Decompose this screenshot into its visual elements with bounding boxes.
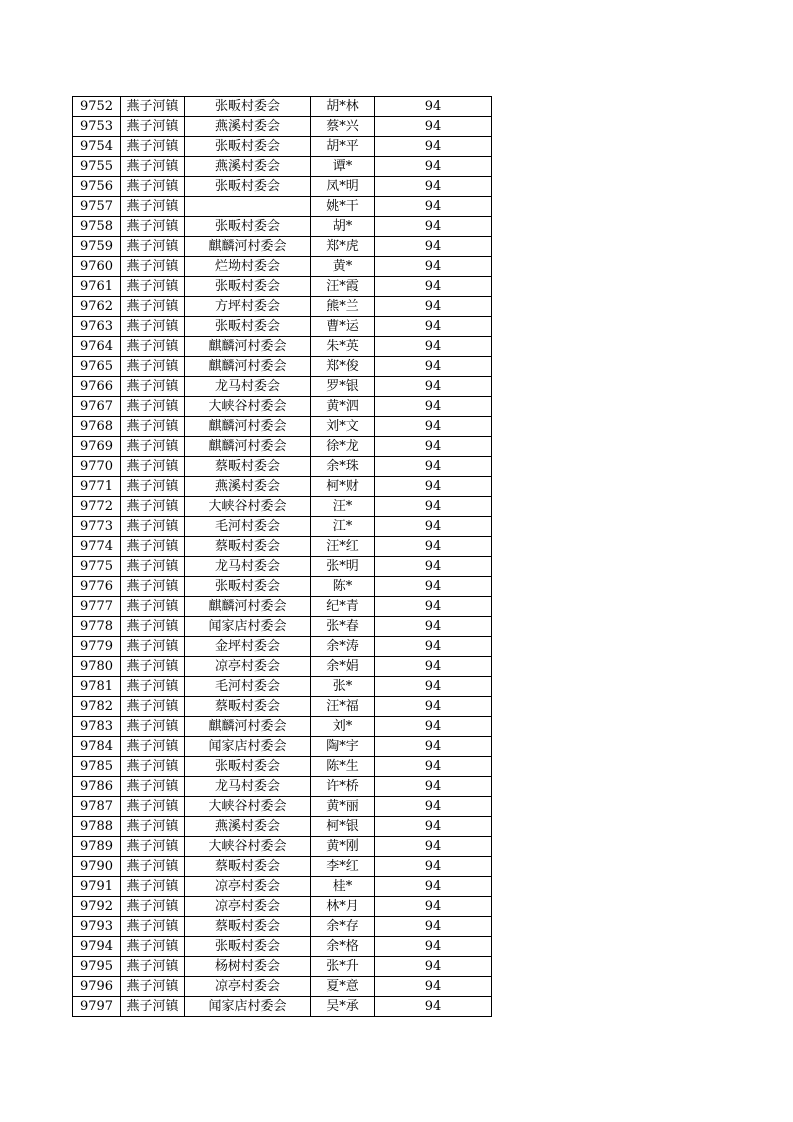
village-cell: 燕溪村委会 [185, 157, 311, 177]
row-number-cell: 9761 [73, 277, 121, 297]
village-cell: 大峡谷村委会 [185, 837, 311, 857]
town-cell: 燕子河镇 [121, 577, 185, 597]
table-row [73, 977, 492, 997]
person-name-cell: 汪* [311, 497, 375, 517]
row-number-cell: 9784 [73, 737, 121, 757]
row-number-cell: 9774 [73, 537, 121, 557]
table-row [73, 417, 492, 437]
village-cell: 凉亭村委会 [185, 877, 311, 897]
person-name-cell: 余*格 [311, 937, 375, 957]
row-number-cell: 9770 [73, 457, 121, 477]
table-row [73, 717, 492, 737]
row-number-cell: 9785 [73, 757, 121, 777]
row-number-cell: 9754 [73, 137, 121, 157]
score-cell: 94 [375, 577, 492, 597]
village-cell: 龙马村委会 [185, 377, 311, 397]
town-cell: 燕子河镇 [121, 737, 185, 757]
score-cell: 94 [375, 917, 492, 937]
village-cell: 蔡畈村委会 [185, 537, 311, 557]
score-cell: 94 [375, 537, 492, 557]
score-cell: 94 [375, 497, 492, 517]
score-cell: 94 [375, 417, 492, 437]
person-name-cell: 罗*银 [311, 377, 375, 397]
score-cell: 94 [375, 617, 492, 637]
table-row [73, 237, 492, 257]
town-cell: 燕子河镇 [121, 877, 185, 897]
table-row [73, 277, 492, 297]
person-name-cell: 郑*虎 [311, 237, 375, 257]
person-name-cell: 柯*银 [311, 817, 375, 837]
row-number-cell: 9791 [73, 877, 121, 897]
person-name-cell: 黄*丽 [311, 797, 375, 817]
score-cell: 94 [375, 297, 492, 317]
row-number-cell: 9786 [73, 777, 121, 797]
score-cell: 94 [375, 517, 492, 537]
village-cell: 烂坳村委会 [185, 257, 311, 277]
town-cell: 燕子河镇 [121, 997, 185, 1017]
score-cell: 94 [375, 397, 492, 417]
village-cell: 燕溪村委会 [185, 117, 311, 137]
town-cell: 燕子河镇 [121, 217, 185, 237]
person-name-cell: 余*娟 [311, 657, 375, 677]
table-row [73, 217, 492, 237]
score-cell: 94 [375, 357, 492, 377]
town-cell: 燕子河镇 [121, 617, 185, 637]
person-name-cell: 陈*生 [311, 757, 375, 777]
table-row [73, 157, 492, 177]
table-row [73, 297, 492, 317]
score-cell: 94 [375, 477, 492, 497]
village-cell: 毛河村委会 [185, 517, 311, 537]
row-number-cell: 9768 [73, 417, 121, 437]
person-name-cell: 张*升 [311, 957, 375, 977]
village-cell: 大峡谷村委会 [185, 397, 311, 417]
town-cell: 燕子河镇 [121, 357, 185, 377]
row-number-cell: 9759 [73, 237, 121, 257]
score-cell: 94 [375, 697, 492, 717]
village-cell: 凉亭村委会 [185, 977, 311, 997]
row-number-cell: 9776 [73, 577, 121, 597]
row-number-cell: 9758 [73, 217, 121, 237]
table-row [73, 317, 492, 337]
table-row [73, 837, 492, 857]
row-number-cell: 9765 [73, 357, 121, 377]
town-cell: 燕子河镇 [121, 777, 185, 797]
town-cell: 燕子河镇 [121, 637, 185, 657]
town-cell: 燕子河镇 [121, 397, 185, 417]
village-cell: 麒麟河村委会 [185, 597, 311, 617]
row-number-cell: 9796 [73, 977, 121, 997]
person-name-cell: 纪*青 [311, 597, 375, 617]
score-cell: 94 [375, 677, 492, 697]
table-row [73, 97, 492, 117]
table-row [73, 357, 492, 377]
village-cell: 龙马村委会 [185, 557, 311, 577]
town-cell: 燕子河镇 [121, 117, 185, 137]
score-cell: 94 [375, 877, 492, 897]
village-cell: 龙马村委会 [185, 777, 311, 797]
table-row [73, 937, 492, 957]
town-cell: 燕子河镇 [121, 917, 185, 937]
town-cell: 燕子河镇 [121, 297, 185, 317]
row-number-cell: 9763 [73, 317, 121, 337]
row-number-cell: 9755 [73, 157, 121, 177]
person-name-cell: 凤*明 [311, 177, 375, 197]
score-cell: 94 [375, 977, 492, 997]
town-cell: 燕子河镇 [121, 677, 185, 697]
person-name-cell: 余*珠 [311, 457, 375, 477]
table-body [73, 97, 492, 1017]
village-cell: 张畈村委会 [185, 937, 311, 957]
village-cell: 张畈村委会 [185, 757, 311, 777]
table-row [73, 737, 492, 757]
town-cell: 燕子河镇 [121, 137, 185, 157]
person-name-cell: 熊*兰 [311, 297, 375, 317]
table-row [73, 257, 492, 277]
person-name-cell: 谭* [311, 157, 375, 177]
score-cell: 94 [375, 117, 492, 137]
village-cell: 张畈村委会 [185, 177, 311, 197]
person-name-cell: 许*桥 [311, 777, 375, 797]
person-name-cell: 柯*财 [311, 477, 375, 497]
village-cell: 张畈村委会 [185, 137, 311, 157]
village-cell: 大峡谷村委会 [185, 797, 311, 817]
table-row [73, 697, 492, 717]
town-cell: 燕子河镇 [121, 957, 185, 977]
row-number-cell: 9783 [73, 717, 121, 737]
data-table [72, 96, 492, 1017]
person-name-cell: 郑*俊 [311, 357, 375, 377]
score-cell: 94 [375, 737, 492, 757]
village-cell [185, 197, 311, 217]
village-cell: 张畈村委会 [185, 217, 311, 237]
table-row [73, 757, 492, 777]
score-cell: 94 [375, 197, 492, 217]
town-cell: 燕子河镇 [121, 277, 185, 297]
table-row [73, 617, 492, 637]
score-cell: 94 [375, 557, 492, 577]
score-cell: 94 [375, 177, 492, 197]
town-cell: 燕子河镇 [121, 477, 185, 497]
table-row [73, 537, 492, 557]
table-row [73, 917, 492, 937]
row-number-cell: 9769 [73, 437, 121, 457]
person-name-cell: 余*存 [311, 917, 375, 937]
village-cell: 凉亭村委会 [185, 897, 311, 917]
village-cell: 麒麟河村委会 [185, 717, 311, 737]
person-name-cell: 胡*林 [311, 97, 375, 117]
town-cell: 燕子河镇 [121, 977, 185, 997]
person-name-cell: 姚*干 [311, 197, 375, 217]
town-cell: 燕子河镇 [121, 317, 185, 337]
person-name-cell: 江* [311, 517, 375, 537]
village-cell: 麒麟河村委会 [185, 437, 311, 457]
village-cell: 麒麟河村委会 [185, 337, 311, 357]
village-cell: 蔡畈村委会 [185, 457, 311, 477]
score-cell: 94 [375, 937, 492, 957]
table-row [73, 597, 492, 617]
village-cell: 闻家店村委会 [185, 737, 311, 757]
town-cell: 燕子河镇 [121, 937, 185, 957]
village-cell: 毛河村委会 [185, 677, 311, 697]
score-cell: 94 [375, 277, 492, 297]
row-number-cell: 9753 [73, 117, 121, 137]
row-number-cell: 9762 [73, 297, 121, 317]
village-cell: 张畈村委会 [185, 277, 311, 297]
table-row [73, 117, 492, 137]
person-name-cell: 蔡*兴 [311, 117, 375, 137]
town-cell: 燕子河镇 [121, 177, 185, 197]
row-number-cell: 9756 [73, 177, 121, 197]
score-cell: 94 [375, 337, 492, 357]
score-cell: 94 [375, 317, 492, 337]
table-row [73, 477, 492, 497]
person-name-cell: 曹*运 [311, 317, 375, 337]
score-cell: 94 [375, 437, 492, 457]
score-cell: 94 [375, 257, 492, 277]
table-row [73, 377, 492, 397]
score-cell: 94 [375, 957, 492, 977]
town-cell: 燕子河镇 [121, 517, 185, 537]
score-cell: 94 [375, 657, 492, 677]
row-number-cell: 9771 [73, 477, 121, 497]
person-name-cell: 吴*承 [311, 997, 375, 1017]
score-cell: 94 [375, 817, 492, 837]
table-row [73, 497, 492, 517]
score-cell: 94 [375, 217, 492, 237]
row-number-cell: 9757 [73, 197, 121, 217]
town-cell: 燕子河镇 [121, 657, 185, 677]
table-row [73, 337, 492, 357]
village-cell: 蔡畈村委会 [185, 857, 311, 877]
table-row [73, 877, 492, 897]
score-cell: 94 [375, 837, 492, 857]
table-row [73, 637, 492, 657]
row-number-cell: 9773 [73, 517, 121, 537]
table-row [73, 557, 492, 577]
village-cell: 闻家店村委会 [185, 617, 311, 637]
score-cell: 94 [375, 597, 492, 617]
score-cell: 94 [375, 237, 492, 257]
table-row [73, 397, 492, 417]
score-cell: 94 [375, 797, 492, 817]
town-cell: 燕子河镇 [121, 337, 185, 357]
town-cell: 燕子河镇 [121, 697, 185, 717]
town-cell: 燕子河镇 [121, 97, 185, 117]
person-name-cell: 刘*文 [311, 417, 375, 437]
row-number-cell: 9766 [73, 377, 121, 397]
town-cell: 燕子河镇 [121, 197, 185, 217]
town-cell: 燕子河镇 [121, 557, 185, 577]
table-row [73, 577, 492, 597]
row-number-cell: 9797 [73, 997, 121, 1017]
table-row [73, 857, 492, 877]
score-cell: 94 [375, 157, 492, 177]
row-number-cell: 9752 [73, 97, 121, 117]
row-number-cell: 9792 [73, 897, 121, 917]
village-cell: 凉亭村委会 [185, 657, 311, 677]
person-name-cell: 胡*平 [311, 137, 375, 157]
row-number-cell: 9794 [73, 937, 121, 957]
row-number-cell: 9788 [73, 817, 121, 837]
town-cell: 燕子河镇 [121, 817, 185, 837]
table-row [73, 137, 492, 157]
person-name-cell: 黄*泗 [311, 397, 375, 417]
table-row [73, 957, 492, 977]
village-cell: 麒麟河村委会 [185, 417, 311, 437]
town-cell: 燕子河镇 [121, 897, 185, 917]
score-cell: 94 [375, 637, 492, 657]
score-cell: 94 [375, 997, 492, 1017]
score-cell: 94 [375, 717, 492, 737]
town-cell: 燕子河镇 [121, 837, 185, 857]
person-name-cell: 汪*福 [311, 697, 375, 717]
score-cell: 94 [375, 777, 492, 797]
person-name-cell: 陈* [311, 577, 375, 597]
row-number-cell: 9772 [73, 497, 121, 517]
score-cell: 94 [375, 377, 492, 397]
town-cell: 燕子河镇 [121, 237, 185, 257]
village-cell: 闻家店村委会 [185, 997, 311, 1017]
town-cell: 燕子河镇 [121, 377, 185, 397]
person-name-cell: 张*明 [311, 557, 375, 577]
score-cell: 94 [375, 137, 492, 157]
town-cell: 燕子河镇 [121, 797, 185, 817]
town-cell: 燕子河镇 [121, 457, 185, 477]
row-number-cell: 9780 [73, 657, 121, 677]
table-row [73, 457, 492, 477]
town-cell: 燕子河镇 [121, 717, 185, 737]
person-name-cell: 黄* [311, 257, 375, 277]
row-number-cell: 9779 [73, 637, 121, 657]
person-name-cell: 胡* [311, 217, 375, 237]
village-cell: 张畈村委会 [185, 97, 311, 117]
table-row [73, 677, 492, 697]
row-number-cell: 9764 [73, 337, 121, 357]
village-cell: 张畈村委会 [185, 577, 311, 597]
town-cell: 燕子河镇 [121, 857, 185, 877]
table-row [73, 797, 492, 817]
row-number-cell: 9767 [73, 397, 121, 417]
town-cell: 燕子河镇 [121, 497, 185, 517]
person-name-cell: 桂* [311, 877, 375, 897]
town-cell: 燕子河镇 [121, 597, 185, 617]
table-row [73, 997, 492, 1017]
person-name-cell: 陶*宇 [311, 737, 375, 757]
row-number-cell: 9795 [73, 957, 121, 977]
person-name-cell: 张* [311, 677, 375, 697]
village-cell: 张畈村委会 [185, 317, 311, 337]
row-number-cell: 9790 [73, 857, 121, 877]
town-cell: 燕子河镇 [121, 157, 185, 177]
town-cell: 燕子河镇 [121, 757, 185, 777]
person-name-cell: 汪*霞 [311, 277, 375, 297]
village-cell: 金坪村委会 [185, 637, 311, 657]
row-number-cell: 9793 [73, 917, 121, 937]
village-cell: 燕溪村委会 [185, 817, 311, 837]
person-name-cell: 林*月 [311, 897, 375, 917]
row-number-cell: 9777 [73, 597, 121, 617]
village-cell: 方坪村委会 [185, 297, 311, 317]
table-row [73, 197, 492, 217]
person-name-cell: 夏*意 [311, 977, 375, 997]
score-cell: 94 [375, 457, 492, 477]
village-cell: 蔡畈村委会 [185, 697, 311, 717]
row-number-cell: 9760 [73, 257, 121, 277]
row-number-cell: 9775 [73, 557, 121, 577]
town-cell: 燕子河镇 [121, 437, 185, 457]
village-cell: 大峡谷村委会 [185, 497, 311, 517]
table-row [73, 657, 492, 677]
table-row [73, 437, 492, 457]
person-name-cell: 徐*龙 [311, 437, 375, 457]
town-cell: 燕子河镇 [121, 537, 185, 557]
score-cell: 94 [375, 897, 492, 917]
person-name-cell: 刘* [311, 717, 375, 737]
table-row [73, 177, 492, 197]
table-row [73, 777, 492, 797]
person-name-cell: 张*春 [311, 617, 375, 637]
person-name-cell: 汪*红 [311, 537, 375, 557]
village-cell: 燕溪村委会 [185, 477, 311, 497]
row-number-cell: 9778 [73, 617, 121, 637]
score-cell: 94 [375, 757, 492, 777]
score-cell: 94 [375, 857, 492, 877]
row-number-cell: 9782 [73, 697, 121, 717]
village-cell: 蔡畈村委会 [185, 917, 311, 937]
row-number-cell: 9789 [73, 837, 121, 857]
table-row [73, 897, 492, 917]
person-name-cell: 余*涛 [311, 637, 375, 657]
person-name-cell: 朱*英 [311, 337, 375, 357]
village-cell: 麒麟河村委会 [185, 237, 311, 257]
row-number-cell: 9787 [73, 797, 121, 817]
score-cell: 94 [375, 97, 492, 117]
row-number-cell: 9781 [73, 677, 121, 697]
village-cell: 麒麟河村委会 [185, 357, 311, 377]
town-cell: 燕子河镇 [121, 257, 185, 277]
table-row [73, 817, 492, 837]
person-name-cell: 黄*刚 [311, 837, 375, 857]
town-cell: 燕子河镇 [121, 417, 185, 437]
village-cell: 杨树村委会 [185, 957, 311, 977]
table-row [73, 517, 492, 537]
person-name-cell: 李*红 [311, 857, 375, 877]
